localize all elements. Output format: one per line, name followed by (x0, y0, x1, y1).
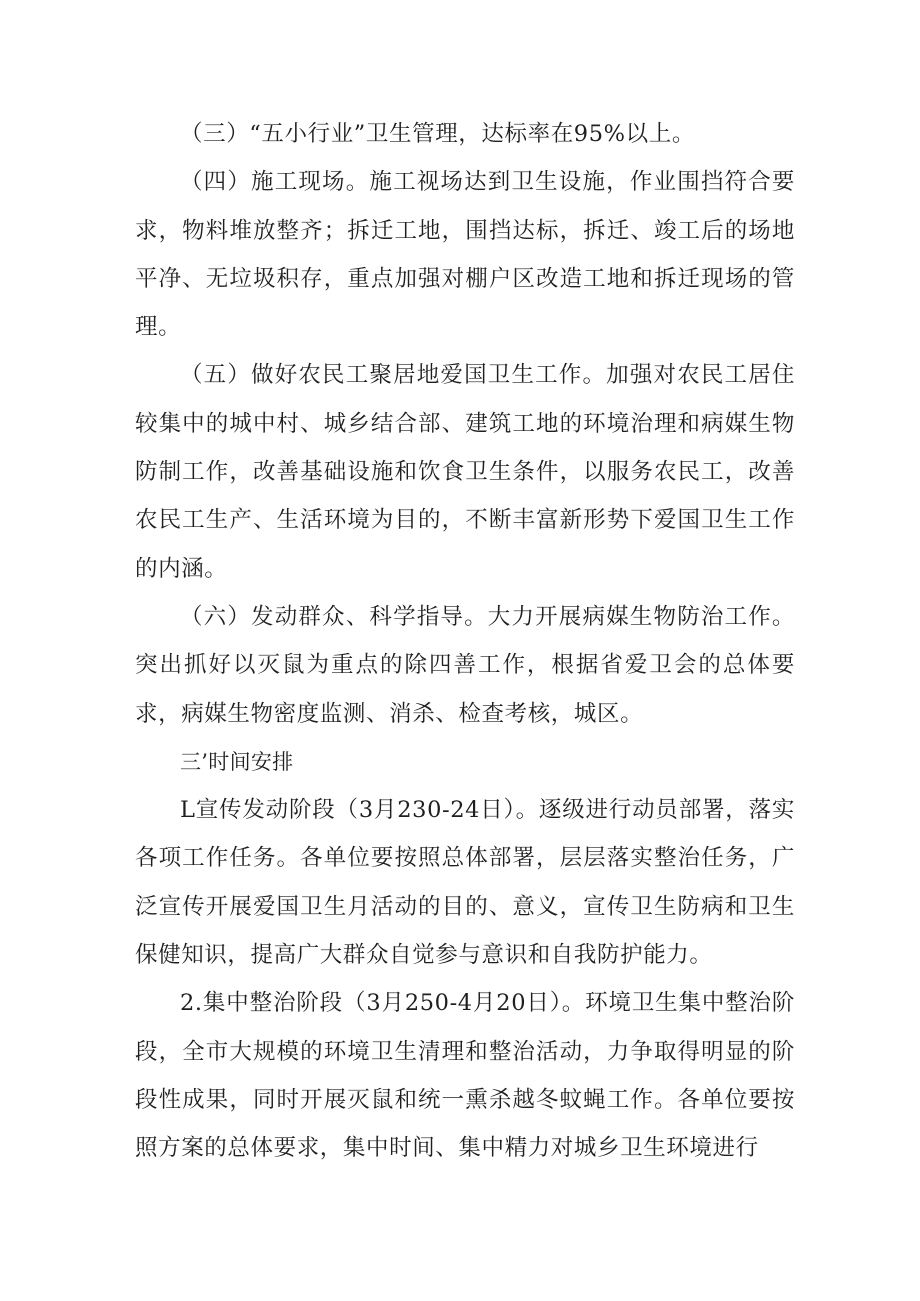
paragraph-five-small-industries: （三）“五小行业”卫生管理，达标率在95%以上。 (180, 121, 695, 147)
paragraph-publicity-phase: L宣传发动阶段（3月230-24日）。逐级进行动员部署，落实各项工作任务。各单位要按照总体部署，层层落实整治任务，广泛宣传开展爱国卫生月活动的目的、意义，宣传卫生防病和卫生保健知识，提高广大群众自觉参与意识和自我防护能力。 (135, 797, 795, 969)
paragraph-mobilize-masses: （六）发动群众、科学指导。大力开展病媒生物防治工作。突出抓好以灭鼠为重点的除四善工作，根据省爱卫会的总体要求，病媒生物密度监测、消杀、检查考核，城区。 (135, 603, 795, 727)
section-heading-schedule: 三’时间安排 (180, 749, 294, 774)
paragraph-rectification-phase: 2.集中整治阶段（3月250-4月20日）。环境卫生集中整治阶段，全市大规模的环境卫生清理和整治活动，力争取得明显的阶段性成果，同时开展灭鼠和统一熏杀越冬蚊蝇工作。各单位要按照方案的总体要求，集中时间、集中精力对城乡卫生环境进行 (135, 990, 795, 1162)
paragraph-construction-site: （四）施工现场。施工视场达到卫生设施，作业围挡符合要求，物料堆放整齐；拆迁工地，围挡达标，拆迁、竣工后的场地平净、无垃圾积存，重点加强对棚户区改造工地和拆迁现场的管理。 (135, 169, 795, 341)
document-body (135, 110, 795, 1173)
paragraph-migrant-workers: （五）做好农民工聚居地爱国卫生工作。加强对农民工居住较集中的城中村、城乡结合部、建筑工地的环境治理和病媒生物防制工作，改善基础设施和饮食卫生条件，以服务农民工，改善农民工生产、生活环境为目的，不断丰富新形势下爱国卫生工作的内涵。 (135, 362, 795, 582)
